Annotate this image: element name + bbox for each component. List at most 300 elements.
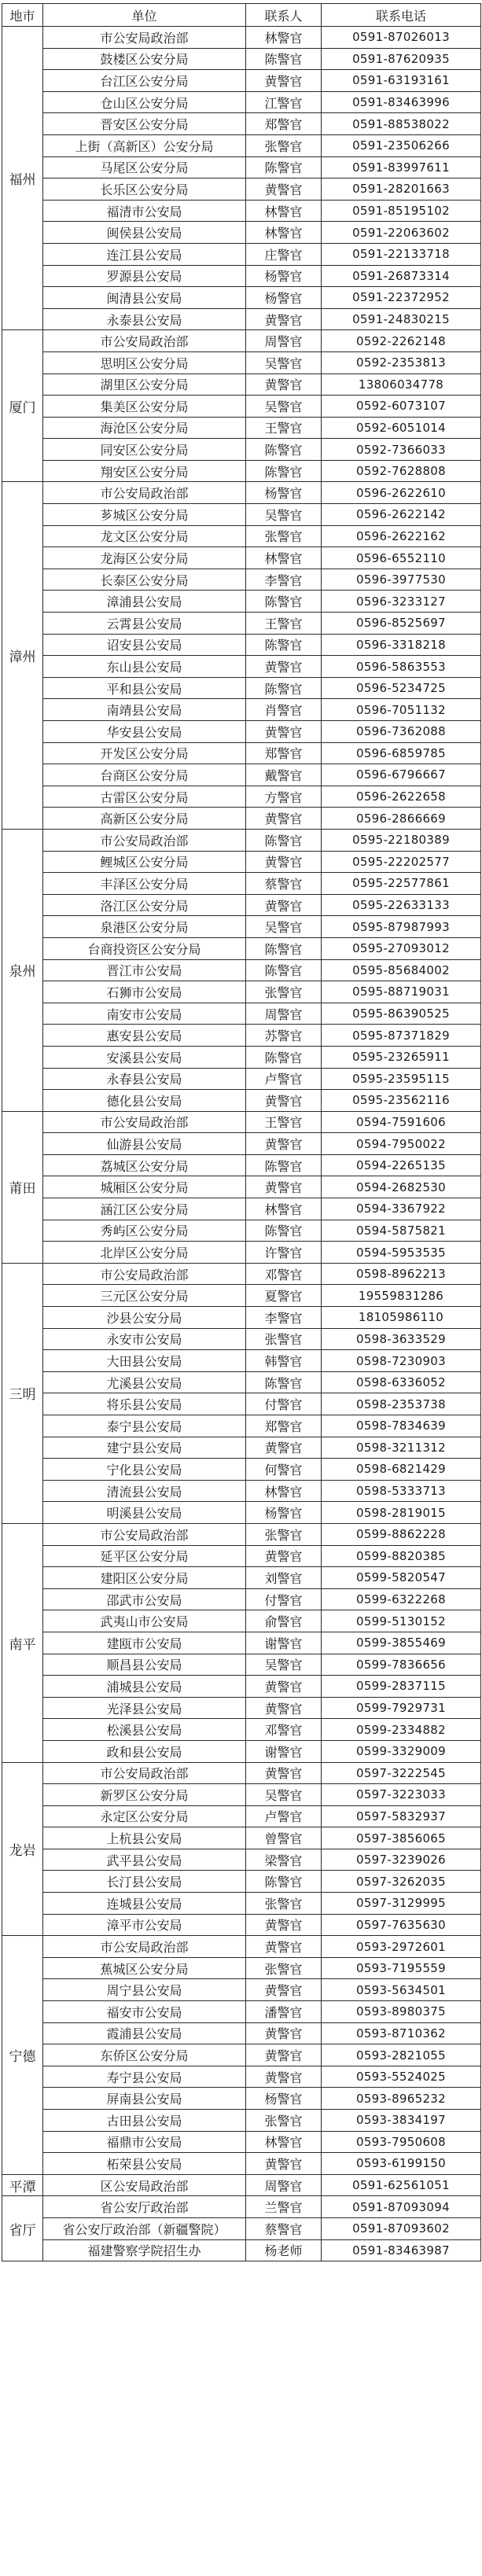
- header-city: 地市: [2, 4, 43, 27]
- unit-cell: 晋安区公安分局: [43, 113, 246, 135]
- unit-cell: 三元区公安分局: [43, 1285, 246, 1307]
- phone-cell: 0599-6322268: [322, 1588, 481, 1610]
- contact-cell: 黄警官: [246, 308, 322, 330]
- table-row: [2, 829, 481, 851]
- phone-cell: 0593-7950608: [322, 2131, 481, 2153]
- phone-cell: 0599-8820385: [322, 1545, 481, 1567]
- unit-cell: 荔城区公安分局: [43, 1154, 246, 1176]
- contact-cell: 杨警官: [246, 287, 322, 309]
- contact-cell: 黄警官: [246, 2022, 322, 2044]
- table-row: [2, 1415, 481, 1437]
- contact-cell: 梁警官: [246, 1849, 322, 1871]
- table-row: [2, 2196, 481, 2218]
- phone-cell: 0598-6821429: [322, 1459, 481, 1481]
- table-row: [2, 547, 481, 569]
- unit-cell: 台江区公安分局: [43, 70, 246, 92]
- contact-cell: 陈警官: [246, 829, 322, 851]
- table-row: [2, 851, 481, 873]
- unit-cell: 清流县公安局: [43, 1480, 246, 1502]
- unit-cell: 建阳区公安分局: [43, 1567, 246, 1589]
- contact-cell: 陈警官: [246, 937, 322, 959]
- unit-cell: 漳平市公安局: [43, 1914, 246, 1936]
- phone-cell: 0591-87093094: [322, 2196, 481, 2218]
- table-row: [2, 2239, 481, 2261]
- contact-cell: 黄警官: [246, 851, 322, 873]
- unit-cell: 漳浦县公安局: [43, 591, 246, 613]
- table-row: [2, 1979, 481, 2001]
- unit-cell: 市公安局政治部: [43, 27, 246, 49]
- table-row: [2, 504, 481, 526]
- phone-cell: 0599-3855469: [322, 1632, 481, 1654]
- contact-cell: 王警官: [246, 1111, 322, 1133]
- table-row: [2, 1784, 481, 1806]
- phone-cell: 0596-6859785: [322, 742, 481, 764]
- phone-cell: 0593-5634501: [322, 1979, 481, 2001]
- phone-cell: 0599-5130152: [322, 1610, 481, 1632]
- phone-cell: 0596-2622610: [322, 482, 481, 504]
- unit-cell: 开发区公安分局: [43, 742, 246, 764]
- contact-cell: 黄警官: [246, 894, 322, 916]
- unit-cell: 福清市公安局: [43, 200, 246, 222]
- contact-cell: 林警官: [246, 2131, 322, 2153]
- unit-cell: 长汀县公安局: [43, 1871, 246, 1893]
- phone-cell: 0592-6051014: [322, 417, 481, 439]
- table-row: [2, 591, 481, 613]
- unit-cell: 市公安局政治部: [43, 482, 246, 504]
- phone-cell: 0595-87371829: [322, 1025, 481, 1047]
- phone-cell: 0593-3834197: [322, 2110, 481, 2132]
- header-unit: 单位: [43, 4, 246, 27]
- unit-cell: 惠安县公安局: [43, 1025, 246, 1047]
- contact-cell: 黄警官: [246, 1176, 322, 1198]
- phone-cell: 0596-7051132: [322, 699, 481, 721]
- table-row: [2, 634, 481, 656]
- contact-cell: 吴警官: [246, 1784, 322, 1806]
- unit-cell: 古田县公安局: [43, 2110, 246, 2132]
- phone-cell: 0598-3633529: [322, 1328, 481, 1350]
- unit-cell: 同安区公安分局: [43, 439, 246, 461]
- unit-cell: 闽侯县公安局: [43, 222, 246, 244]
- phone-cell: 0598-7230903: [322, 1350, 481, 1372]
- table-row: [2, 894, 481, 916]
- table-row: [2, 1914, 481, 1936]
- unit-cell: 丰泽区公安分局: [43, 873, 246, 895]
- phone-cell: 0596-5234725: [322, 677, 481, 699]
- unit-cell: 建宁县公安局: [43, 1437, 246, 1459]
- unit-cell: 晋江市公安局: [43, 959, 246, 981]
- contact-cell: 张警官: [246, 1893, 322, 1915]
- unit-cell: 福安市公安局: [43, 2001, 246, 2023]
- table-row: [2, 396, 481, 418]
- phone-cell: 0595-27093012: [322, 937, 481, 959]
- table-row: [2, 1025, 481, 1047]
- contact-cell: 黄警官: [246, 1090, 322, 1112]
- contact-cell: 杨警官: [246, 482, 322, 504]
- contact-cell: 刘警官: [246, 1567, 322, 1589]
- table-row: [2, 525, 481, 547]
- contact-cell: 邓警官: [246, 1719, 322, 1741]
- table-row: [2, 959, 481, 981]
- contact-cell: 李警官: [246, 1307, 322, 1329]
- contact-cell: 苏警官: [246, 1025, 322, 1047]
- unit-cell: 宁化县公安局: [43, 1459, 246, 1481]
- unit-cell: 高新区公安分局: [43, 808, 246, 830]
- contact-cell: 陈警官: [246, 591, 322, 613]
- unit-cell: 诏安县公安局: [43, 634, 246, 656]
- table-row: [2, 2088, 481, 2110]
- phone-cell: 0597-3222545: [322, 1762, 481, 1784]
- unit-cell: 仙游县公安局: [43, 1133, 246, 1155]
- phone-cell: 0596-2866669: [322, 808, 481, 830]
- table-row: [2, 1046, 481, 1068]
- contact-cell: 陈警官: [246, 1046, 322, 1068]
- unit-cell: 古雷区公安分局: [43, 786, 246, 808]
- unit-cell: 北岸区公安分局: [43, 1242, 246, 1264]
- contact-cell: 陈警官: [246, 677, 322, 699]
- contact-cell: 谢警官: [246, 1632, 322, 1654]
- unit-cell: 明溪县公安局: [43, 1502, 246, 1524]
- table-row: [2, 699, 481, 721]
- unit-cell: 沙县公安分局: [43, 1307, 246, 1329]
- unit-cell: 武夷山市公安局: [43, 1610, 246, 1632]
- unit-cell: 平和县公安局: [43, 677, 246, 699]
- phone-cell: 0591-28201663: [322, 178, 481, 201]
- phone-cell: 0599-8862228: [322, 1523, 481, 1545]
- city-cell: 莆田: [2, 1111, 43, 1263]
- contact-cell: 林警官: [246, 547, 322, 569]
- contact-cell: 何警官: [246, 1459, 322, 1481]
- city-cell: 泉州: [2, 829, 43, 1111]
- phone-cell: 0599-7836656: [322, 1654, 481, 1676]
- unit-cell: 霞浦县公安局: [43, 2022, 246, 2044]
- phone-cell: 0591-22372952: [322, 287, 481, 309]
- table-row: [2, 2153, 481, 2175]
- contact-cell: 庄警官: [246, 243, 322, 265]
- table-row: [2, 27, 481, 49]
- contact-cell: 杨警官: [246, 2088, 322, 2110]
- contact-cell: 陈警官: [246, 1871, 322, 1893]
- table-row: [2, 1588, 481, 1610]
- table-row: [2, 1740, 481, 1762]
- phone-cell: 0595-22180389: [322, 829, 481, 851]
- phone-cell: 0598-3211312: [322, 1437, 481, 1459]
- table-row: [2, 482, 481, 504]
- table-row: [2, 1480, 481, 1502]
- contact-cell: 杨警官: [246, 265, 322, 287]
- phone-cell: 0598-7834639: [322, 1415, 481, 1437]
- contact-cell: 吴警官: [246, 1654, 322, 1676]
- contact-cell: 黄警官: [246, 2153, 322, 2175]
- phone-cell: 0596-3977530: [322, 569, 481, 591]
- contact-cell: 郑警官: [246, 742, 322, 764]
- table-row: [2, 677, 481, 699]
- header-contact: 联系人: [246, 4, 322, 27]
- phone-cell: 0593-2972601: [322, 1936, 481, 1958]
- table-row: [2, 1805, 481, 1827]
- phone-cell: 0596-8525697: [322, 613, 481, 635]
- contact-cell: 黄警官: [246, 656, 322, 678]
- contact-cell: 林警官: [246, 27, 322, 49]
- contact-cell: 潘警官: [246, 2001, 322, 2023]
- table-row: [2, 1003, 481, 1025]
- table-row: [2, 1893, 481, 1915]
- table-row: [2, 1090, 481, 1112]
- phone-cell: 0595-86390525: [322, 1003, 481, 1025]
- unit-cell: 涵江区公安分局: [43, 1198, 246, 1220]
- unit-cell: 寿宁县公安局: [43, 2066, 246, 2088]
- unit-cell: 思明区公安分局: [43, 351, 246, 374]
- unit-cell: 周宁县公安局: [43, 1979, 246, 2001]
- contact-cell: 黄警官: [246, 1979, 322, 2001]
- unit-cell: 市公安局政治部: [43, 1936, 246, 1958]
- table-row: [2, 308, 481, 330]
- contact-cell: 林警官: [246, 1480, 322, 1502]
- phone-cell: 0596-5863553: [322, 656, 481, 678]
- phone-cell: 0598-8962213: [322, 1263, 481, 1285]
- unit-cell: 城厢区公安分局: [43, 1176, 246, 1198]
- unit-cell: 东侨区公安分局: [43, 2044, 246, 2066]
- table-row: [2, 2217, 481, 2239]
- contact-cell: 张警官: [246, 2110, 322, 2132]
- unit-cell: 新罗区公安分局: [43, 1784, 246, 1806]
- unit-cell: 南靖县公安局: [43, 699, 246, 721]
- contact-cell: 张警官: [246, 134, 322, 156]
- phone-cell: 0595-87987993: [322, 916, 481, 938]
- table-row: [2, 721, 481, 743]
- phone-cell: 0598-2819015: [322, 1502, 481, 1524]
- table-row: [2, 1871, 481, 1893]
- table-row: [2, 1936, 481, 1958]
- unit-cell: 市公安局政治部: [43, 1762, 246, 1784]
- unit-cell: 台商投资区公安分局: [43, 937, 246, 959]
- city-cell: 龙岩: [2, 1762, 43, 1936]
- table-row: [2, 569, 481, 591]
- phone-cell: 0593-2821055: [322, 2044, 481, 2066]
- phone-cell: 0597-3223033: [322, 1784, 481, 1806]
- unit-cell: 东山县公安局: [43, 656, 246, 678]
- table-row: [2, 1350, 481, 1372]
- unit-cell: 邵武市公安局: [43, 1588, 246, 1610]
- contact-cell: 林警官: [246, 200, 322, 222]
- phone-cell: 0595-88719031: [322, 981, 481, 1003]
- table-row: [2, 2110, 481, 2132]
- phone-cell: 0591-62561051: [322, 2174, 481, 2196]
- phone-cell: 0593-8980375: [322, 2001, 481, 2023]
- unit-cell: 秀屿区公安分局: [43, 1220, 246, 1242]
- unit-cell: 省公安厅政治部: [43, 2196, 246, 2218]
- phone-cell: 0591-26873314: [322, 265, 481, 287]
- contact-cell: 江警官: [246, 91, 322, 113]
- phone-cell: 0596-2622142: [322, 504, 481, 526]
- table-row: [2, 1242, 481, 1264]
- contact-cell: 黄警官: [246, 1676, 322, 1698]
- phone-cell: 0597-5832937: [322, 1805, 481, 1827]
- contact-cell: 陈警官: [246, 439, 322, 461]
- table-row: [2, 1502, 481, 1524]
- table-row: [2, 2022, 481, 2044]
- phone-cell: 0594-2265135: [322, 1154, 481, 1176]
- contact-cell: 吴警官: [246, 396, 322, 418]
- phone-cell: 0592-2353813: [322, 351, 481, 374]
- phone-cell: 0591-88538022: [322, 113, 481, 135]
- phone-cell: 0599-5820547: [322, 1567, 481, 1589]
- unit-cell: 将乐县公安局: [43, 1393, 246, 1415]
- unit-cell: 屏南县公安局: [43, 2088, 246, 2110]
- contact-cell: 吴警官: [246, 504, 322, 526]
- contact-cell: 黄警官: [246, 1545, 322, 1567]
- contact-cell: 曾警官: [246, 1827, 322, 1849]
- contact-cell: 吴警官: [246, 916, 322, 938]
- table-row: [2, 1154, 481, 1176]
- table-row: [2, 1957, 481, 1979]
- unit-cell: 蕉城区公安分局: [43, 1957, 246, 1979]
- unit-cell: 鼓楼区公安分局: [43, 48, 246, 70]
- contact-cell: 戴警官: [246, 764, 322, 786]
- unit-cell: 连江县公安局: [43, 243, 246, 265]
- table-row: [2, 808, 481, 830]
- phone-cell: 0596-2622658: [322, 786, 481, 808]
- phone-cell: 0599-7929731: [322, 1697, 481, 1719]
- unit-cell: 武平县公安局: [43, 1849, 246, 1871]
- phone-cell: 0591-63193161: [322, 70, 481, 92]
- phone-cell: 0592-7366033: [322, 439, 481, 461]
- table-row: [2, 786, 481, 808]
- contact-cell: 蔡警官: [246, 2217, 322, 2239]
- contact-cell: 黄警官: [246, 1936, 322, 1958]
- phone-cell: 0599-2837115: [322, 1676, 481, 1698]
- city-cell: 福州: [2, 27, 43, 330]
- unit-cell: 集美区公安分局: [43, 396, 246, 418]
- phone-cell: 0596-6796667: [322, 764, 481, 786]
- unit-cell: 柘荣县公安局: [43, 2153, 246, 2175]
- unit-cell: 福鼎市公安局: [43, 2131, 246, 2153]
- unit-cell: 湖里区公安分局: [43, 374, 246, 396]
- contact-cell: 黄警官: [246, 721, 322, 743]
- table-row: [2, 200, 481, 222]
- table-row: [2, 981, 481, 1003]
- table-row: [2, 2131, 481, 2153]
- unit-cell: 上街（高新区）公安分局: [43, 134, 246, 156]
- contact-cell: 陈警官: [246, 1220, 322, 1242]
- contact-cell: 方警官: [246, 786, 322, 808]
- table-row: [2, 2174, 481, 2196]
- contact-cell: 黄警官: [246, 2066, 322, 2088]
- contact-cell: 林警官: [246, 222, 322, 244]
- contact-cell: 谢警官: [246, 1740, 322, 1762]
- table-row: [2, 873, 481, 895]
- unit-cell: 华安县公安局: [43, 721, 246, 743]
- phone-cell: 0592-2262148: [322, 330, 481, 352]
- contact-cell: 韩警官: [246, 1350, 322, 1372]
- table-row: [2, 91, 481, 113]
- contact-cell: 张警官: [246, 1328, 322, 1350]
- unit-cell: 浦城县公安局: [43, 1676, 246, 1698]
- table-row: [2, 48, 481, 70]
- unit-cell: 市公安局政治部: [43, 330, 246, 352]
- table-row: [2, 1654, 481, 1676]
- table-row: [2, 742, 481, 764]
- table-row: [2, 1220, 481, 1242]
- phone-cell: 0591-87620935: [322, 48, 481, 70]
- header-phone: 联系电话: [322, 4, 481, 27]
- unit-cell: 台商区公安分局: [43, 764, 246, 786]
- unit-cell: 泉港区公安分局: [43, 916, 246, 938]
- phone-cell: 13806034778: [322, 374, 481, 396]
- phone-cell: 0597-7635630: [322, 1914, 481, 1936]
- unit-cell: 建瓯市公安局: [43, 1632, 246, 1654]
- contact-cell: 卢警官: [246, 1805, 322, 1827]
- contact-cell: 李警官: [246, 569, 322, 591]
- unit-cell: 德化县公安局: [43, 1090, 246, 1112]
- table-row: [2, 287, 481, 309]
- unit-cell: 市公安局政治部: [43, 829, 246, 851]
- contact-cell: 张警官: [246, 1957, 322, 1979]
- unit-cell: 永泰县公安局: [43, 308, 246, 330]
- unit-cell: 市公安局政治部: [43, 1263, 246, 1285]
- table-row: [2, 1198, 481, 1220]
- phone-cell: 0591-83997611: [322, 156, 481, 178]
- unit-cell: 顺昌县公安局: [43, 1654, 246, 1676]
- header-row: [2, 4, 481, 27]
- table-row: [2, 1676, 481, 1698]
- contact-cell: 陈警官: [246, 1371, 322, 1393]
- unit-cell: 罗源县公安局: [43, 265, 246, 287]
- contact-cell: 吴警官: [246, 351, 322, 374]
- unit-cell: 市公安局政治部: [43, 1111, 246, 1133]
- contact-cell: 王警官: [246, 417, 322, 439]
- contact-cell: 夏警官: [246, 1285, 322, 1307]
- table-row: [2, 1719, 481, 1741]
- table-row: [2, 1827, 481, 1849]
- contact-cell: 林警官: [246, 1198, 322, 1220]
- unit-cell: 石狮市公安局: [43, 981, 246, 1003]
- city-cell: 南平: [2, 1523, 43, 1762]
- contact-cell: 黄警官: [246, 1914, 322, 1936]
- table-row: [2, 1328, 481, 1350]
- contact-cell: 陈警官: [246, 634, 322, 656]
- phone-cell: 19559831286: [322, 1285, 481, 1307]
- phone-cell: 0591-87026013: [322, 27, 481, 49]
- table-row: [2, 113, 481, 135]
- unit-cell: 光泽县公安局: [43, 1697, 246, 1719]
- contact-cell: 俞警官: [246, 1610, 322, 1632]
- table-row: [2, 1697, 481, 1719]
- unit-cell: 海沧区公安分局: [43, 417, 246, 439]
- phone-cell: 0596-3233127: [322, 591, 481, 613]
- contact-cell: 陈警官: [246, 156, 322, 178]
- contact-cell: 陈警官: [246, 460, 322, 482]
- table-row: [2, 656, 481, 678]
- table-row: [2, 937, 481, 959]
- unit-cell: 长乐区公安分局: [43, 178, 246, 201]
- city-cell: 平潭: [2, 2174, 43, 2196]
- phone-cell: 0594-5953535: [322, 1242, 481, 1264]
- contact-cell: 黄警官: [246, 1133, 322, 1155]
- table-row: [2, 1307, 481, 1329]
- contact-cell: 付警官: [246, 1588, 322, 1610]
- table-row: [2, 178, 481, 201]
- contact-cell: 张警官: [246, 1523, 322, 1545]
- contact-cell: 肖警官: [246, 699, 322, 721]
- unit-cell: 永春县公安局: [43, 1068, 246, 1090]
- unit-cell: 翔安区公安分局: [43, 460, 246, 482]
- contact-cell: 黄警官: [246, 374, 322, 396]
- contact-cell: 蔡警官: [246, 873, 322, 895]
- unit-cell: 云霄县公安局: [43, 613, 246, 635]
- table-row: [2, 1610, 481, 1632]
- table-row: [2, 1849, 481, 1871]
- table-row: [2, 1371, 481, 1393]
